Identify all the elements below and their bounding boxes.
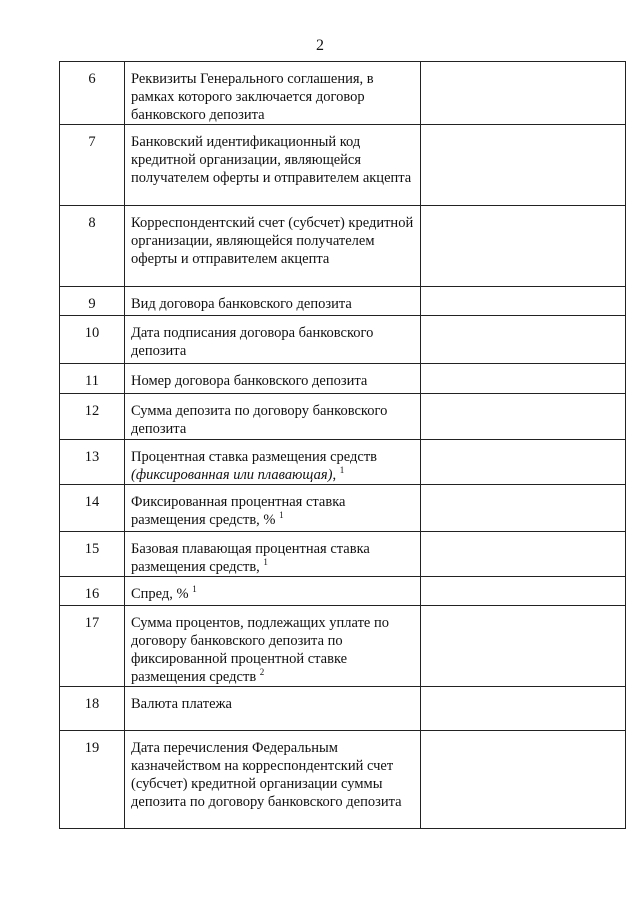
table-row: [60, 687, 626, 731]
table-row: [60, 316, 626, 364]
row-value-cell[interactable]: [421, 577, 626, 606]
row-label: Банковский идентификационный код кредитной организации, являющейся получателем оферты и отправителем акцепта: [125, 125, 421, 206]
table-row: [60, 394, 626, 440]
row-value-cell[interactable]: [421, 394, 626, 440]
row-label: Процентная ставка размещения средств (фиксированная или плавающая), $^1$: [125, 440, 421, 485]
row-number: 16: [60, 577, 125, 606]
table-row: [60, 485, 626, 532]
row-label: Сумма процентов, подлежащих уплате по договору банковского депозита по фиксированной процентной ставке размещения средств $^2$: [125, 606, 421, 687]
row-value-cell[interactable]: [421, 440, 626, 485]
row-label: Вид договора банковского депозита: [125, 287, 421, 316]
row-number: 18: [60, 687, 125, 731]
row-number: 12: [60, 394, 125, 440]
row-number: 14: [60, 485, 125, 532]
row-value-cell[interactable]: [421, 287, 626, 316]
row-number: 9: [60, 287, 125, 316]
row-label: Реквизиты Генерального соглашения, в рамках которого заключается договор банковского депозита: [125, 62, 421, 125]
footnote-mark: 2: [259, 667, 265, 677]
row-value-cell[interactable]: [421, 125, 626, 206]
row-number: 7: [60, 125, 125, 206]
table-row: [60, 364, 626, 394]
table-row: [60, 577, 626, 606]
row-label: Базовая плавающая процентная ставка размещения средств, $^1$: [125, 532, 421, 577]
row-value-cell[interactable]: [421, 731, 626, 829]
row-label: Номер договора банковского депозита: [125, 364, 421, 394]
row-value-cell[interactable]: [421, 364, 626, 394]
row-value-cell[interactable]: [421, 485, 626, 532]
row-label: Сумма депозита по договору банковского депозита: [125, 394, 421, 440]
row-number: 17: [60, 606, 125, 687]
details-table: [59, 61, 626, 829]
table-row: [60, 62, 626, 125]
footnote-mark: 1: [279, 510, 284, 520]
row-label: Корреспондентский счет (субсчет) кредитной организации, являющейся получателем оферты и отправителем акцепта: [125, 206, 421, 287]
row-label: Дата подписания договора банковского депозита: [125, 316, 421, 364]
table-row: [60, 532, 626, 577]
table-row: [60, 125, 626, 206]
table-row: [60, 287, 626, 316]
row-number: 11: [60, 364, 125, 394]
row-number: 8: [60, 206, 125, 287]
row-value-cell[interactable]: [421, 606, 626, 687]
row-number: 19: [60, 731, 125, 829]
row-number: 15: [60, 532, 125, 577]
row-value-cell[interactable]: [421, 62, 626, 125]
footnote-mark: 1: [263, 557, 268, 567]
table-row: [60, 440, 626, 485]
row-label: Фиксированная процентная ставка размещения средств, % $^1$: [125, 485, 421, 532]
row-value-cell[interactable]: [421, 687, 626, 731]
table-row: [60, 606, 626, 687]
table-row: [60, 731, 626, 829]
row-value-cell[interactable]: [421, 532, 626, 577]
row-label: Валюта платежа: [125, 687, 421, 731]
row-label: Дата перечисления Федеральным казначейством на корреспондентский счет (субсчет) кредитной организации суммы депозита по договору банковского депозита: [125, 731, 421, 829]
footnote-mark: 1: [192, 584, 197, 594]
row-value-cell[interactable]: [421, 206, 626, 287]
page-number: 2: [316, 37, 324, 54]
row-value-cell[interactable]: [421, 316, 626, 364]
row-number: 10: [60, 316, 125, 364]
row-number: 6: [60, 62, 125, 125]
table-row: [60, 206, 626, 287]
row-label: Спред, % $^1$: [125, 577, 421, 606]
row-number: 13: [60, 440, 125, 485]
footnote-mark: 1: [339, 465, 345, 475]
